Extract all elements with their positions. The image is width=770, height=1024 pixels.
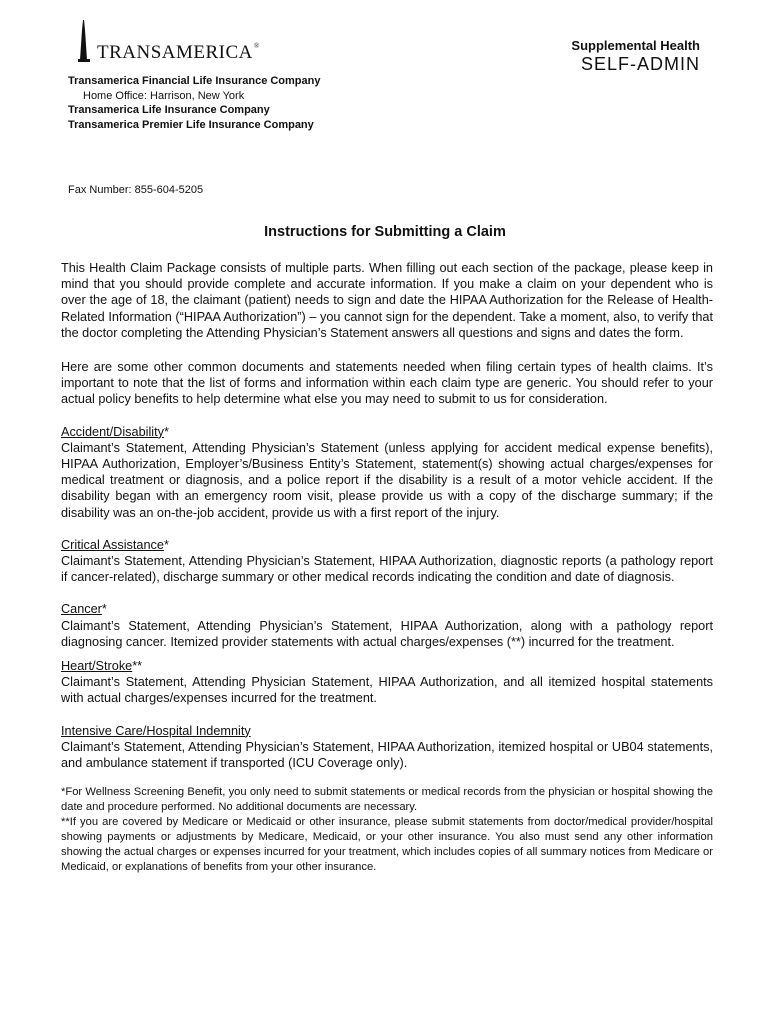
transamerica-logo	[73, 20, 263, 62]
section-heart-stroke	[61, 658, 713, 707]
company-name: Transamerica Premier Life Insurance Company	[68, 118, 314, 131]
section-heading: Cancer	[61, 602, 102, 617]
page-title: Instructions for Submitting a Claim	[264, 224, 506, 240]
footnote-mark: **	[132, 659, 143, 674]
section-heading: Accident/Disability	[61, 424, 164, 439]
intro-paragraph: Here are some other common documents and statements needed when filing certain types of health claims. It’s important to note that the list of forms and information within each claim type are generic. You should refer to your actual policy benefits to help determine what else you may need to submit to us for consideration.	[61, 360, 713, 407]
section-heading: Heart/Stroke	[61, 659, 133, 674]
footnote-mark: *	[101, 602, 107, 617]
section-accident-disability	[61, 424, 713, 521]
section-cancer	[61, 601, 713, 650]
plan-label	[571, 38, 700, 75]
section-body: Claimant’s Statement, Attending Physician’s Statement, HIPAA Authorization, along with a pathology report diagnosing cancer. Itemized provider statements with actual charges/expenses (**) incurred for the treatment.	[61, 618, 713, 649]
section-heading: Intensive Care/Hospital Indemnity	[61, 723, 251, 738]
section-body: Claimant’s Statement, Attending Physician’s Statement (unless applying for accident medical expense benefits), HIPAA Authorization, Employer’s/Business Entity’s Statement, statement(s) showing actual charges/expenses for medical treatment or diagnosis, and a police report if the disability is a result of a motor vehicle accident. If the disability began with an emergency room visit, please provide us with a copy of the discharge summary; if the disability was an on-the-job accident, provide us with a first report of the injury.	[61, 440, 713, 520]
company-name: Transamerica Life Insurance Company	[68, 104, 270, 116]
home-office: Home Office: Harrison, New York	[83, 89, 245, 102]
footnote-mark: *	[163, 537, 169, 552]
plan-subtitle: Supplemental Health	[571, 38, 700, 53]
intro-paragraph: This Health Claim Package consists of multiple parts. When filling out each section of the package, please keep in mind that you should provide complete and accurate information. If you make a claim on your dependent who is over the age of 18, the claimant (patient) needs to sign and date the HIPAA Authorization for the Release of Health-Related Information (“HIPAA Authorization”) – you cannot sign for the dependent. Take a moment, also, to verify that the doctor completing the Attending Physician’s Statement answers all questions and signs and dates the form.	[61, 261, 713, 340]
section-body: Claimant’s Statement, Attending Physician Statement, HIPAA Authorization, and all itemized hospital statements with actual charges/expenses incurred for the treatment.	[61, 675, 713, 706]
fax-number: Fax Number: 855-604-5205	[68, 184, 204, 196]
section-body: Claimant’s Statement, Attending Physician’s Statement, HIPAA Authorization, diagnostic reports (a pathology report if cancer-related), discharge summary or other medical records indicating the condition and date of diagnosis.	[61, 554, 713, 585]
logo-wordmark: TRANSAMERICA®	[97, 42, 260, 63]
footnote-mark: *	[163, 424, 169, 439]
plan-title: SELF-ADMIN	[580, 54, 700, 74]
section-critical-assistance	[61, 537, 713, 586]
section-body: Claimant’s Statement, Attending Physician’s Statement, HIPAA Authorization, itemized hospital or UB04 statements, and ambulance statement if transported (ICU Coverage only).	[61, 739, 713, 771]
pyramid-tower-icon	[73, 20, 95, 62]
section-heading: Critical Assistance	[61, 537, 164, 552]
footnote: **If you are covered by Medicare or Medicaid or other insurance, please submit statements from doctor/medical provider/hospital showing payments or adjustments by Medicare, Medicaid, or your other insurance. You also must send any other information showing the actual charges or expenses incurred for your treatment, which includes copies of all summary notices from Medicare or Medicaid, or explanations of benefits from your other insurance.	[61, 816, 713, 874]
section-intensive-care	[61, 723, 713, 772]
company-name: Transamerica Financial Life Insurance Company	[68, 75, 321, 87]
footnotes	[61, 785, 713, 875]
company-list	[68, 74, 320, 132]
footnote: *For Wellness Screening Benefit, you only need to submit statements or medical records from the physician or hospital showing the date and procedure performed. No additional documents are necessary.	[61, 786, 713, 814]
instructions-body	[61, 260, 713, 875]
